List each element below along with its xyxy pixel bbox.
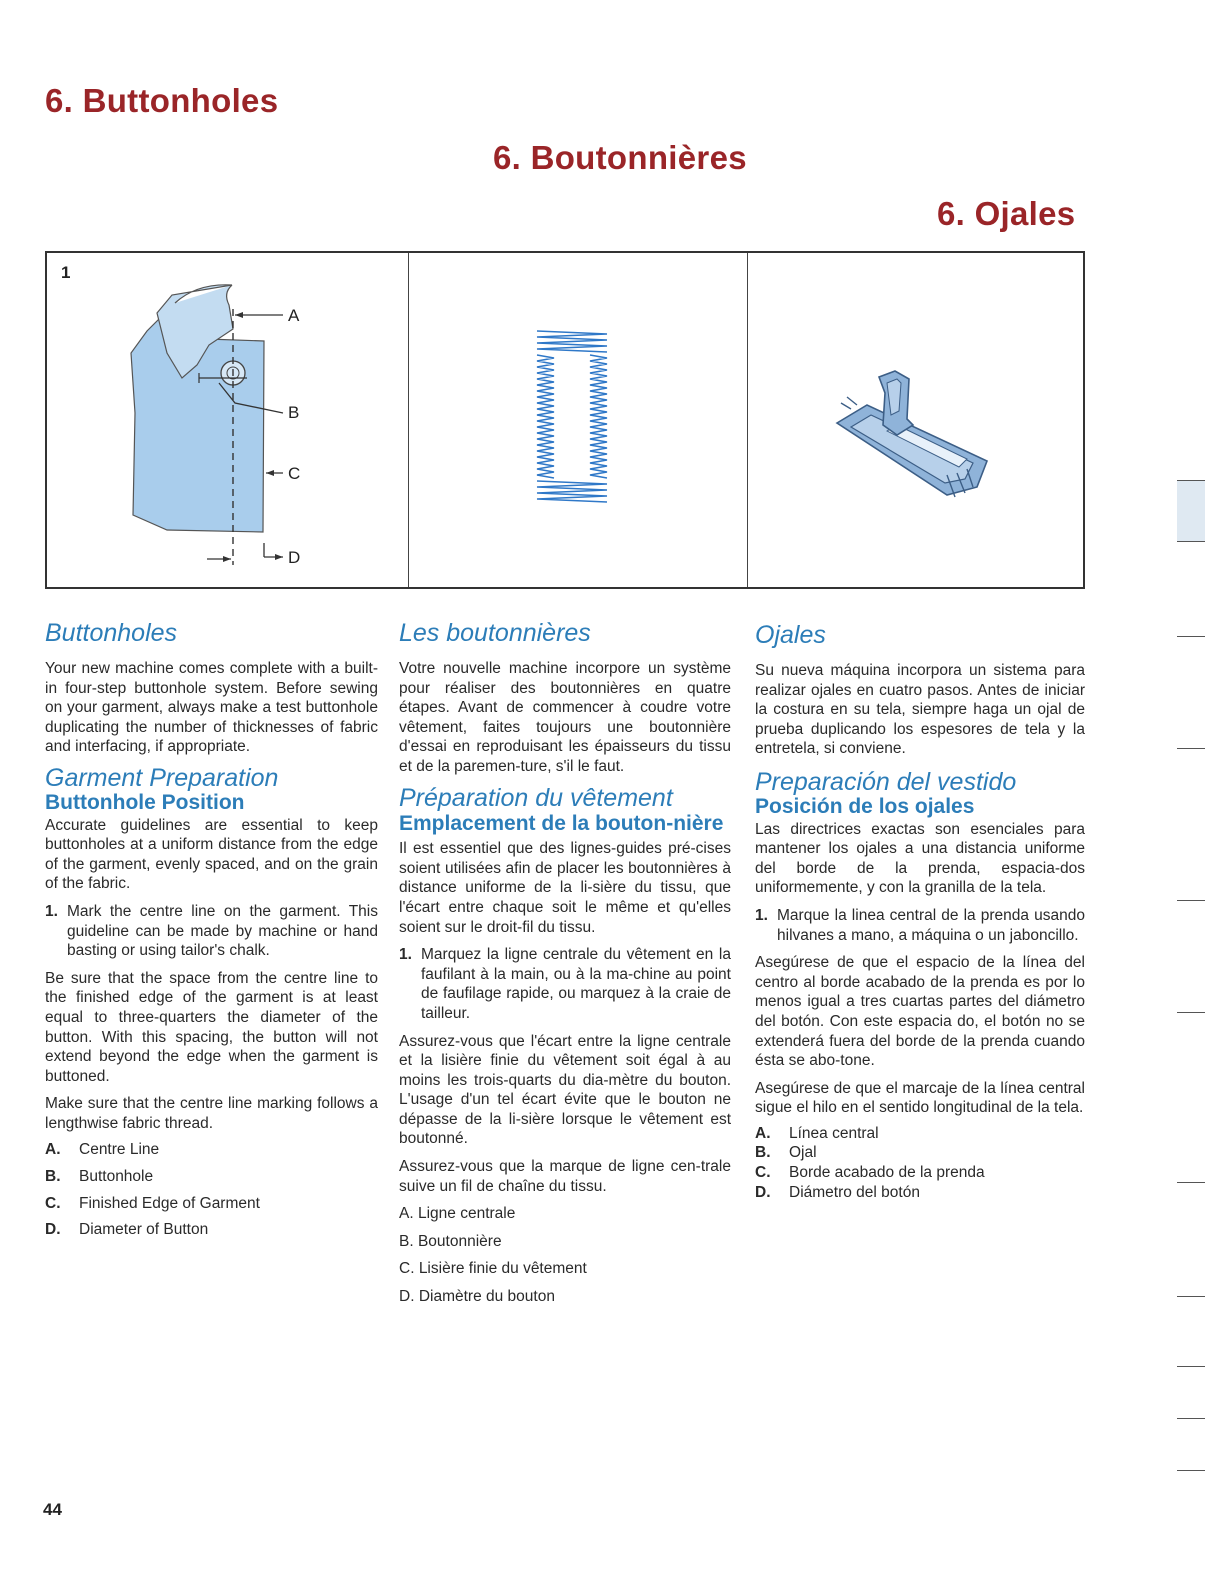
position-heading: Buttonhole Position	[45, 790, 245, 814]
legend-key: A.	[45, 1141, 61, 1159]
step-item	[755, 906, 1085, 945]
column-english	[45, 659, 378, 1240]
legend-text: Centre Line	[79, 1141, 160, 1159]
legend-text: Finished Edge of Garment	[79, 1194, 260, 1212]
title-french: 6. Boutonnières	[493, 139, 747, 176]
legend-item	[399, 1287, 731, 1307]
title-spanish: 6. Ojales	[937, 195, 1076, 232]
legend-text: Borde acabado de la prenda	[789, 1164, 985, 1182]
step-number: 1.	[399, 946, 412, 964]
legend-text: Diámetro del botón	[789, 1183, 920, 1201]
edge-tick	[1177, 748, 1205, 749]
figure-divider	[747, 253, 748, 587]
legend-item	[755, 1143, 1085, 1163]
buttonhole-foot-illustration	[827, 363, 1007, 503]
prep-heading: Garment Preparation	[45, 763, 279, 792]
legend-key: A.	[755, 1124, 771, 1142]
legend-text: Ojal	[789, 1144, 817, 1162]
legend-list	[45, 1140, 378, 1239]
legend-key: D.	[45, 1221, 61, 1239]
legend-list	[755, 1124, 1085, 1202]
figure-frame	[45, 251, 1085, 589]
legend-key: A.	[399, 1205, 414, 1223]
position-paragraph: Il est essentiel que des lignes-guides pré-cises soient utilisées afin de placer les boutonnières à distance uniforme de la li-sière du tissu, que l'écart entre chaque soit le même et qu'elles soient sur le droit-fil du tissu.	[399, 840, 731, 936]
legend-item	[399, 1232, 731, 1252]
position-heading: Emplacement de la bouton-nière	[399, 812, 724, 836]
position-paragraph: Accurate guidelines are essential to keep buttonholes at a uniform distance from the edge of the garment, evenly spaced, and on the grain of the fabric.	[45, 816, 378, 893]
legend-key: C.	[45, 1194, 61, 1212]
legend-key: D.	[399, 1288, 415, 1306]
legend-key: B.	[399, 1232, 414, 1250]
step-number: 1.	[45, 902, 58, 920]
legend-text: Ligne centrale	[417, 1205, 516, 1223]
prep-heading: Préparation du vêtement	[399, 783, 673, 812]
grain-paragraph: Make sure that the centre line marking follows a lengthwise fabric thread.	[45, 1095, 378, 1132]
section-heading: Buttonholes	[45, 619, 178, 647]
legend-text: Diamètre du bouton	[418, 1288, 555, 1306]
legend-key: B.	[755, 1144, 771, 1162]
legend-key: B.	[45, 1168, 61, 1186]
legend-item	[399, 1259, 731, 1279]
edge-tick	[1177, 900, 1205, 901]
legend-text: Lisière finie du vêtement	[418, 1260, 587, 1278]
intro-paragraph: Your new machine comes complete with a built-in four-step buttonhole system. Before sewing on your garment, always make a test buttonhole duplicating the number of thicknesses of fabric and interfacing, if appropriate.	[45, 660, 378, 756]
edge-tick	[1177, 1296, 1205, 1297]
figure-number: 1	[61, 263, 71, 282]
intro-paragraph: Su nueva máquina incorpora un sistema para realizar ojales en cuatro pasos. Antes de iniciar la costura en su tela, siempre haga un ojal de prueba duplicando los espesores de tela y la entretela, si conviene.	[755, 662, 1085, 758]
legend-item	[755, 1124, 1085, 1144]
title-english: 6. Buttonholes	[45, 82, 279, 119]
legend-key: C.	[399, 1260, 415, 1278]
legend-item	[755, 1183, 1085, 1203]
edge-tick	[1177, 1418, 1205, 1419]
edge-tick	[1177, 1366, 1205, 1367]
legend-item	[45, 1194, 378, 1214]
column-french	[399, 659, 731, 1307]
label-b: B	[288, 403, 300, 422]
legend-item	[45, 1140, 378, 1160]
spacing-paragraph: Asegúrese de que el espacio de la línea del centro al borde acabado de la prenda es por lo menos igual a tres cuartas partes del diámetro del botón. Con este espacia do, el botón no se extenderá fuera del borde de la prenda cuando ésta se abo-tone.	[755, 954, 1085, 1070]
legend-item	[399, 1204, 731, 1224]
legend-text: Buttonhole	[79, 1168, 154, 1186]
label-a: A	[288, 306, 300, 325]
column-spanish	[755, 661, 1085, 1202]
step-text: Mark the centre line on the garment. This guideline can be made by machine or hand basting or using tailor's chalk.	[67, 902, 378, 960]
position-paragraph: Las directrices exactas son esenciales para mantener los ojales a una distancia uniforme del borde de la prenda, espacia-dos uniformemente, y con la granilla de la tela.	[755, 820, 1085, 897]
edge-tick	[1177, 1470, 1205, 1471]
step-item	[399, 945, 731, 1023]
intro-paragraph: Votre nouvelle machine incorpore un système pour réaliser des boutonnières en quatre étapes. Avant de commencer à coudre votre vêtement, faites toujours une boutonnière d'essai en reproduisant les épaisseurs du tissu et de la paremen-ture, s'il le faut.	[399, 660, 731, 775]
step-item	[45, 902, 378, 961]
page-number: 44	[43, 1500, 62, 1519]
legend-key: C.	[755, 1164, 771, 1182]
position-heading: Posición de los ojales	[755, 794, 975, 818]
section-heading: Ojales	[755, 621, 826, 649]
figure-divider	[408, 253, 409, 587]
legend-key: D.	[755, 1183, 771, 1201]
spacing-paragraph: Be sure that the space from the centre line to the finished edge of the garment is at least equal to three-quarters the diameter of the button. With this spacing, the button will not extend beyond the edge when the garment is buttoned.	[45, 969, 378, 1085]
legend-item	[755, 1163, 1085, 1183]
legend-item	[45, 1220, 378, 1240]
legend-text: Boutonnière	[417, 1232, 502, 1250]
section-heading: Les boutonnières	[399, 619, 591, 647]
label-c: C	[288, 464, 301, 483]
legend-list	[399, 1204, 731, 1306]
step-number: 1.	[755, 906, 768, 924]
garment-illustration	[47, 253, 407, 587]
buttonhole-stitch-illustration	[532, 329, 612, 509]
prep-heading: Preparación del vestido	[755, 767, 1017, 796]
edge-tab-marker	[1177, 480, 1205, 542]
legend-text: Línea central	[789, 1124, 879, 1142]
edge-tick	[1177, 1182, 1205, 1183]
step-text: Marquez la ligne centrale du vêtement en la faufilant à la main, ou à la ma-chine au point de faufilage rapide, ou marquez à la craie de tailleur.	[421, 946, 731, 1022]
label-d: D	[288, 548, 301, 567]
spacing-paragraph: Assurez-vous que l'écart entre la ligne centrale et la lisière finie du vêtement soit égal à au moins les trois-quarts du dia-mètre du bouton. L'usage d'un tel écart évite que le bouton ne dépasse de la li-sière lorsque le vêtement est boutonné.	[399, 1032, 731, 1148]
legend-text: Diameter of Button	[79, 1221, 209, 1239]
step-text: Marque la linea central de la prenda usando hilvanes a mano, a máquina o un jaboncillo.	[777, 906, 1085, 944]
grain-paragraph: Assurez-vous que la marque de ligne cen-trale suive un fil de chaîne du tissu.	[399, 1158, 731, 1195]
grain-paragraph: Asegúrese de que el marcaje de la línea central sigue el hilo en el sentido longitudinal de la tela.	[755, 1079, 1085, 1117]
legend-item	[45, 1167, 378, 1187]
edge-tick	[1177, 1012, 1205, 1013]
edge-tick	[1177, 636, 1205, 637]
